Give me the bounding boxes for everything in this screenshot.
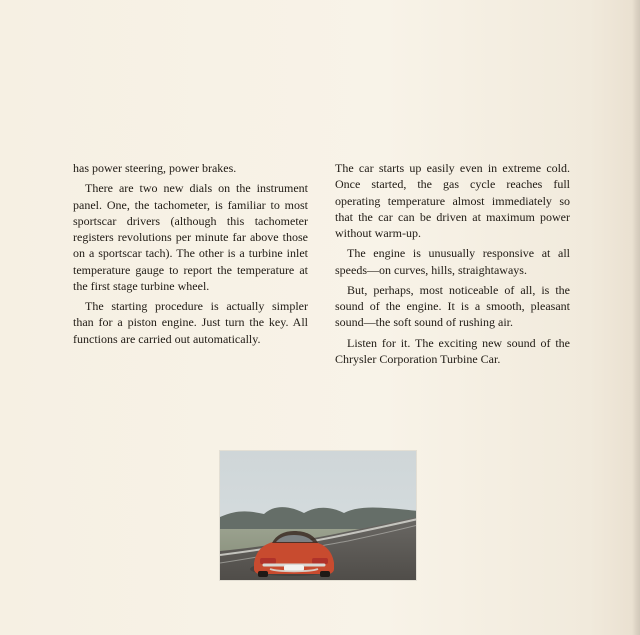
paragraph: The starting procedure is actually simpler than for a piston engine. Just turn the key. All functions are carried out automatically. [73, 299, 308, 346]
right-text-column [335, 160, 570, 371]
page-fold-shadow [632, 0, 640, 635]
paragraph: Listen for it. The exciting new sound of the Chrysler Corporation Turbine Car. [335, 335, 570, 366]
left-text-column [73, 160, 308, 351]
paragraph: The car starts up easily even in extreme cold. Once started, the gas cycle reaches full operating temperature almost immediately so that the car can be driven at maximum power without warm-up. [335, 161, 570, 240]
paragraph: But, perhaps, most noticeable of all, is the sound of the engine. It is a smooth, pleasant sound—the soft sound of rushing air. [335, 282, 570, 330]
paragraph: The engine is unusually responsive at all speeds—on curves, hills, straightaways. [335, 246, 570, 277]
paragraph: has power steering, power brakes. [73, 161, 237, 175]
turbine-car-photo [219, 450, 417, 581]
paragraph: There are two new dials on the instrument panel. One, the tachometer, is familiar to most sportscar drivers (although this tachometer registers revolutions per minute far above those on a sportscar tach). The other is a turbine inlet temperature gauge to report the temperature at the first stage turbine wheel. [73, 181, 308, 293]
